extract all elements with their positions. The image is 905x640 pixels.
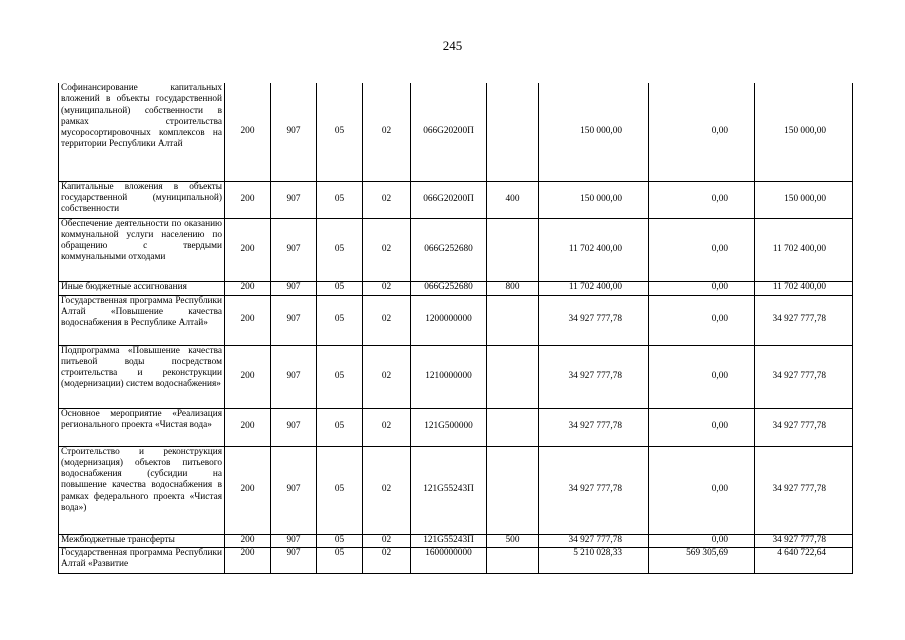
row-admin-code: 200 — [225, 345, 271, 408]
row-name: Строительство и реконструкция (модернизация) объектов питьевого водоснабжения (субсидии на повышение качества водоснабжения в рамках федерального проекта «Чистая вода») — [59, 446, 225, 534]
row-section: 05 — [317, 408, 363, 446]
row-regional: 4 640 722,64 — [755, 547, 853, 573]
row-target-article: 066G20200П — [411, 181, 487, 218]
row-total: 34 927 777,78 — [539, 408, 649, 446]
page-number: 245 — [442, 38, 463, 53]
row-subsection: 02 — [363, 218, 411, 281]
row-ministry-code: 907 — [271, 547, 317, 573]
row-total: 150 000,00 — [539, 181, 649, 218]
row-subsection: 02 — [363, 181, 411, 218]
row-total: 5 210 028,33 — [539, 547, 649, 573]
row-admin-code: 200 — [225, 83, 271, 181]
row-ministry-code: 907 — [271, 408, 317, 446]
row-expense-type: 500 — [487, 534, 539, 547]
table-row — [59, 281, 853, 295]
row-target-article: 066G252680 — [411, 218, 487, 281]
row-subsection: 02 — [363, 547, 411, 573]
row-target-article: 1200000000 — [411, 295, 487, 345]
row-expense-type — [487, 345, 539, 408]
row-ministry-code: 907 — [271, 181, 317, 218]
row-expense-type: 800 — [487, 281, 539, 295]
row-subsection: 02 — [363, 534, 411, 547]
row-name — [59, 547, 225, 573]
row-target-article: 066G252680 — [411, 281, 487, 295]
row-section: 05 — [317, 534, 363, 547]
row-expense-type — [487, 446, 539, 534]
row-name: Капитальные вложения в объекты государственной (муниципальной) собственности — [59, 181, 225, 218]
row-admin-code: 200 — [225, 547, 271, 573]
row-section: 05 — [317, 547, 363, 573]
row-federal: 0,00 — [649, 218, 755, 281]
row-ministry-code: 907 — [271, 295, 317, 345]
table-row — [59, 295, 853, 345]
row-section: 05 — [317, 83, 363, 181]
table-row — [59, 218, 853, 281]
row-regional: 34 927 777,78 — [755, 295, 853, 345]
row-regional: 34 927 777,78 — [755, 534, 853, 547]
table-row — [59, 547, 853, 573]
row-total: 11 702 400,00 — [539, 218, 649, 281]
row-subsection: 02 — [363, 345, 411, 408]
row-federal: 0,00 — [649, 295, 755, 345]
row-regional: 34 927 777,78 — [755, 446, 853, 534]
row-ministry-code: 907 — [271, 345, 317, 408]
row-federal: 0,00 — [649, 83, 755, 181]
row-section: 05 — [317, 295, 363, 345]
row-target-article: 121G55243П — [411, 446, 487, 534]
row-subsection: 02 — [363, 295, 411, 345]
row-subsection: 02 — [363, 83, 411, 181]
row-expense-type — [487, 295, 539, 345]
budget-table — [58, 83, 853, 574]
row-subsection: 02 — [363, 281, 411, 295]
row-admin-code: 200 — [225, 446, 271, 534]
row-regional: 11 702 400,00 — [755, 218, 853, 281]
row-ministry-code: 907 — [271, 218, 317, 281]
row-admin-code: 200 — [225, 218, 271, 281]
row-name: Межбюджетные трансферты — [59, 534, 225, 547]
table-row — [59, 408, 853, 446]
row-federal: 0,00 — [649, 181, 755, 218]
row-section: 05 — [317, 446, 363, 534]
row-regional: 11 702 400,00 — [755, 281, 853, 295]
row-ministry-code: 907 — [271, 281, 317, 295]
table-row — [59, 345, 853, 408]
row-admin-code: 200 — [225, 534, 271, 547]
row-name: Основное мероприятие «Реализация регионального проекта «Чистая вода» — [59, 408, 225, 446]
table-row — [59, 446, 853, 534]
row-subsection: 02 — [363, 446, 411, 534]
row-name-text: Государственная программа Республики Алтай «Развитие — [61, 547, 222, 569]
row-admin-code: 200 — [225, 295, 271, 345]
row-ministry-code: 907 — [271, 446, 317, 534]
row-name: Иные бюджетные ассигнования — [59, 281, 225, 295]
row-regional: 150 000,00 — [755, 181, 853, 218]
row-target-article: 1210000000 — [411, 345, 487, 408]
row-expense-type — [487, 408, 539, 446]
row-target-article: 1600000000 — [411, 547, 487, 573]
row-admin-code: 200 — [225, 281, 271, 295]
row-target-article: 121G500000 — [411, 408, 487, 446]
table-row — [59, 83, 853, 181]
row-name: Государственная программа Республики Алтай «Повышение качества водоснабжения в Республике Алтай» — [59, 295, 225, 345]
table-row — [59, 181, 853, 218]
row-expense-type — [487, 218, 539, 281]
row-admin-code: 200 — [225, 408, 271, 446]
row-ministry-code: 907 — [271, 83, 317, 181]
row-section: 05 — [317, 181, 363, 218]
row-target-article: 121G55243П — [411, 534, 487, 547]
row-regional: 34 927 777,78 — [755, 345, 853, 408]
row-federal: 0,00 — [649, 408, 755, 446]
row-total: 150 000,00 — [539, 83, 649, 181]
row-expense-type: 400 — [487, 181, 539, 218]
row-target-article: 066G20200П — [411, 83, 487, 181]
row-federal: 0,00 — [649, 281, 755, 295]
row-subsection: 02 — [363, 408, 411, 446]
row-name: Софинансирование капитальных вложений в объекты государственной (муниципальной) собственности в рамках строительства мусоросортировочных комплексов на территории Республики Алтай — [59, 83, 225, 181]
row-total: 34 927 777,78 — [539, 345, 649, 408]
row-name: Подпрограмма «Повышение качества питьевой воды посредством строительства и реконструкции (модернизации) систем водоснабжения» — [59, 345, 225, 408]
row-federal: 0,00 — [649, 534, 755, 547]
table-row — [59, 534, 853, 547]
row-federal: 569 305,69 — [649, 547, 755, 573]
row-total: 34 927 777,78 — [539, 295, 649, 345]
row-section: 05 — [317, 345, 363, 408]
row-federal: 0,00 — [649, 446, 755, 534]
row-section: 05 — [317, 218, 363, 281]
row-federal: 0,00 — [649, 345, 755, 408]
row-admin-code: 200 — [225, 181, 271, 218]
row-section: 05 — [317, 281, 363, 295]
row-expense-type — [487, 547, 539, 573]
row-total: 34 927 777,78 — [539, 534, 649, 547]
row-ministry-code: 907 — [271, 534, 317, 547]
row-expense-type — [487, 83, 539, 181]
row-regional: 34 927 777,78 — [755, 408, 853, 446]
row-total: 11 702 400,00 — [539, 281, 649, 295]
row-regional: 150 000,00 — [755, 83, 853, 181]
row-total: 34 927 777,78 — [539, 446, 649, 534]
row-name: Обеспечение деятельности по оказанию коммунальной услуги населению по обращению с твердыми коммунальными отходами — [59, 218, 225, 281]
